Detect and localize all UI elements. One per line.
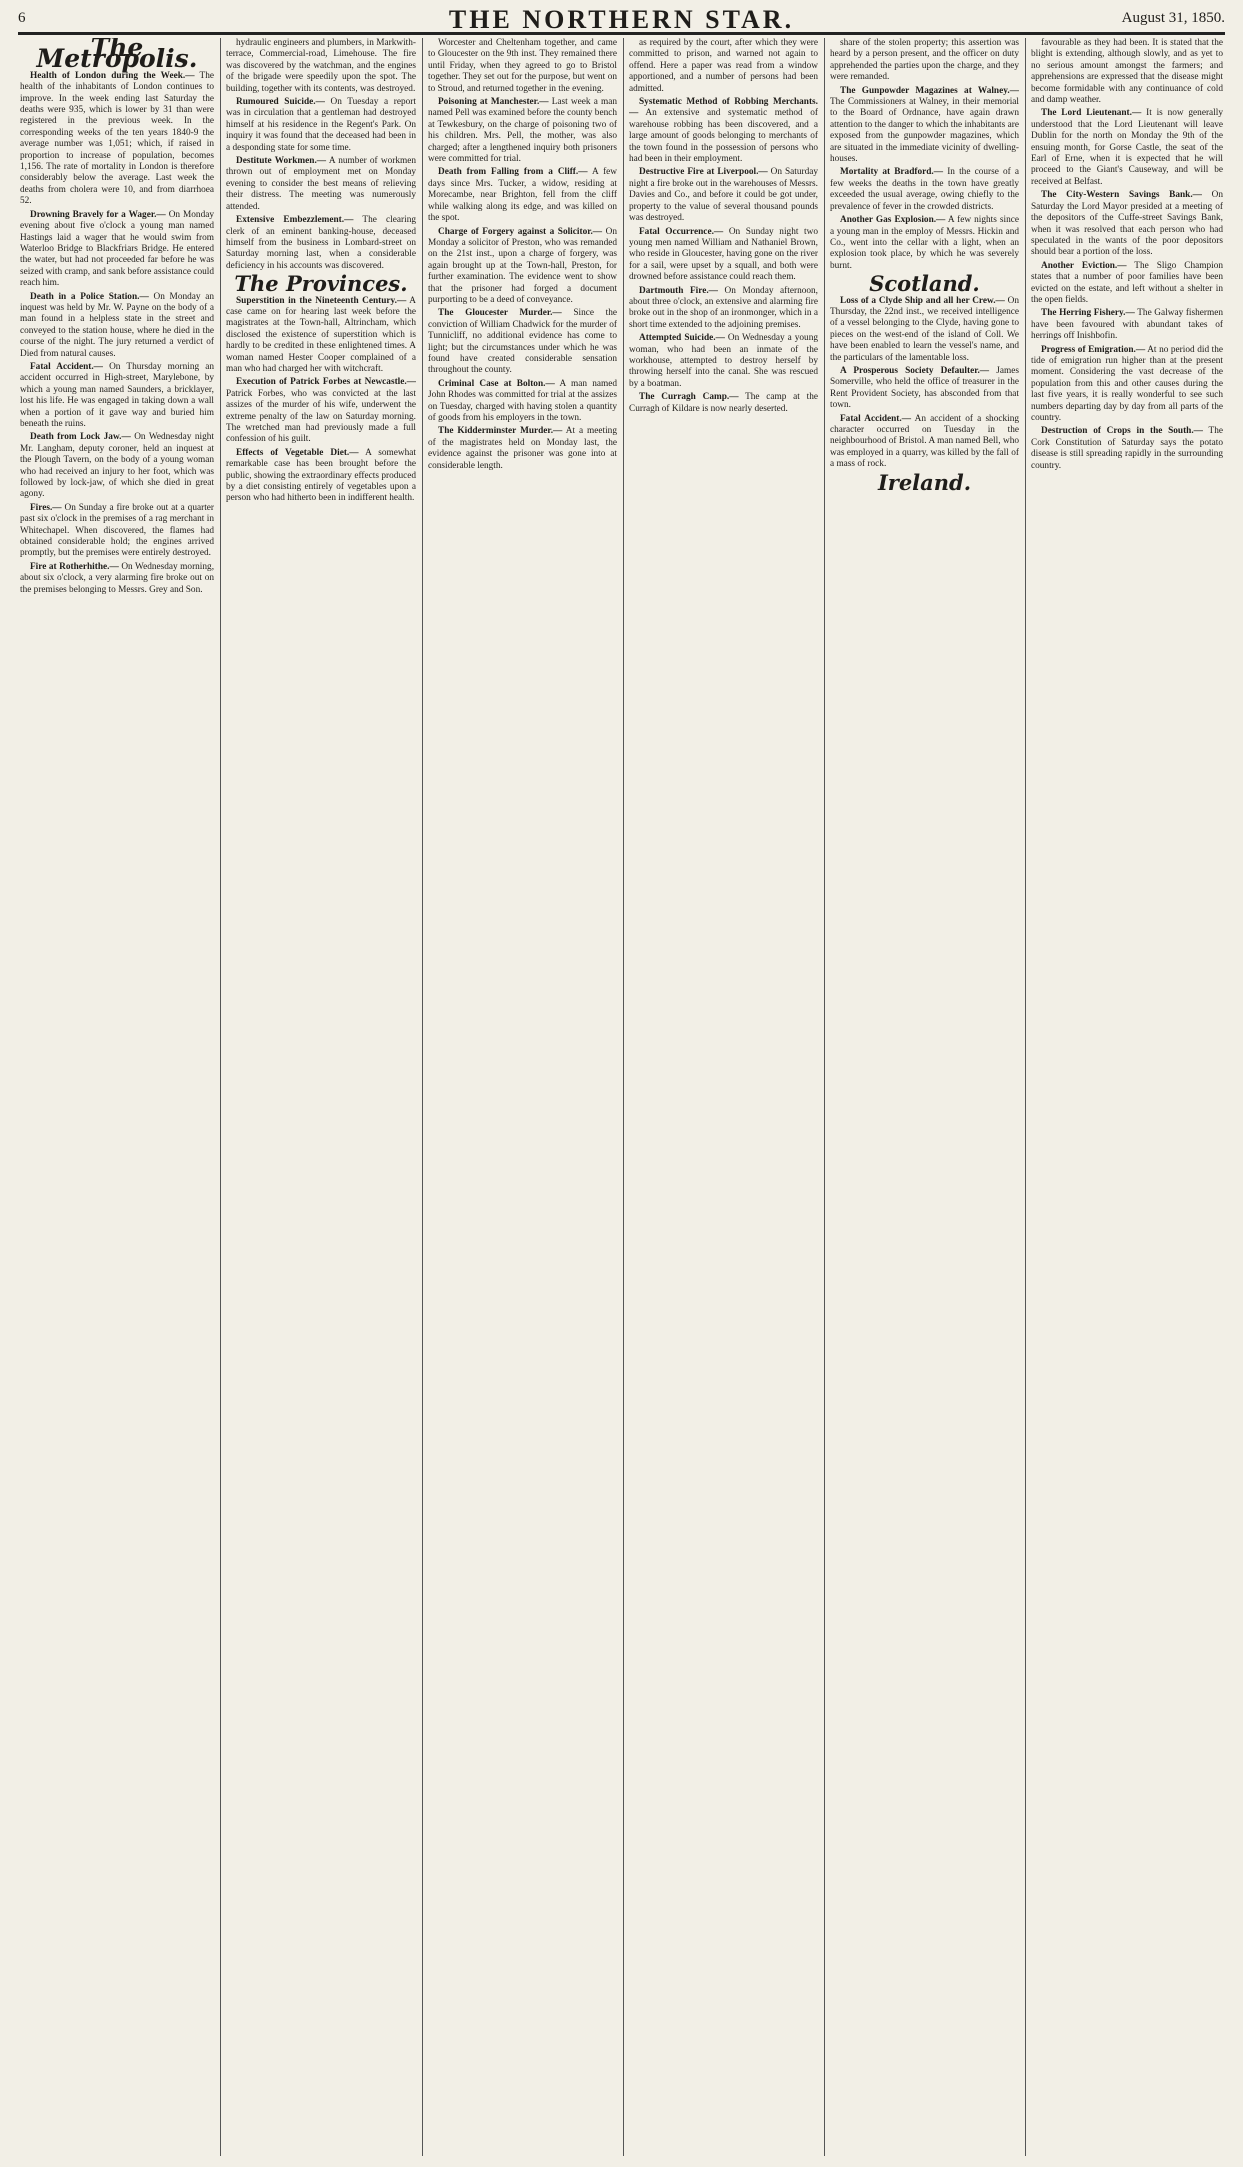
article-headline: Another Gas Explosion.— (840, 215, 946, 226)
article (629, 167, 818, 224)
newspaper-title: THE NORTHERN STAR. (448, 5, 795, 34)
article-body: On Monday evening about five o'clock a young man named Hastings laid a wager that he would swim from Waterloo Bridge to Blackfriars Bridge. He entered the water, but had not proceeded far before he was seized with cramp, and sank before assistance could reach him. (20, 209, 214, 289)
article-body: hydraulic engineers and plumbers, in Markwith-terrace, Commercial-road, Limehouse. The fire was discovered by the watchman, and the engines of the brigade were speedily upon the spot. The building, together with its contents, was destroyed. (226, 38, 416, 94)
article-headline: Mortality at Bradford.— (840, 167, 944, 178)
article (830, 38, 1019, 84)
article-headline: Fires.— (30, 502, 62, 513)
article (629, 392, 818, 415)
article (226, 97, 416, 154)
column-6 (1031, 38, 1223, 2156)
article (428, 167, 617, 224)
article-body: On Wednesday a young woman, who had been an inmate of the workhouse, attempted to destroy herself by throwing herself into the canal. She was rescued by a boatman. (629, 333, 818, 389)
article-body: An extensive and systematic method of warehouse robbing has been discovered, and a large amount of goods belonging to merchants of the town found in the possession of persons who had been in their employment. (629, 108, 818, 165)
article-body: as required by the court, after which they were committed to prison, and warned not again to offend. Here a paper was read from a window apportioned, and a number of persons had been admitted. (629, 38, 818, 94)
article-headline: Attempted Suicide.— (639, 333, 725, 344)
article-body: On Saturday night a fire broke out in the warehouses of Messrs. Davies and Co., and before it could be got under, property to the value of several thousand pounds was destroyed. (629, 167, 818, 224)
article-headline: Death from Lock Jaw.— (30, 432, 131, 443)
article-body: The Commissioners at Walney, in their memorial to the Board of Ordnance, have again drawn attention to the danger to which the inhabitants are exposed from the gunpowder magazines, which are situated in the immediate vicinity of dwelling-houses. (830, 97, 1019, 165)
article-body: It is now generally understood that the Lord Lieutenant will leave Dublin for the north on Monday the 9th of the ensuing month, for Gorse Castle, the seat of the Earl of Erne, when it is expected that he will proceed to the Giant's Causeway, and will be received at Belfast. (1031, 108, 1223, 187)
article-body: A man named John Rhodes was committed for trial at the assizes on Tuesday, charged with having stolen a quantity of goods from his employers in the town. (428, 378, 617, 423)
article (830, 167, 1019, 213)
article-headline: The Kidderminster Murder.— (438, 426, 563, 437)
article (428, 379, 617, 425)
article-body: Patrick Forbes, who was convicted at the last assizes of the murder of his wife, underwent the extreme penalty of the law on Saturday morning. The wretched man had previously made a full confession of his guilt. (226, 388, 416, 445)
article (1031, 261, 1223, 307)
article (20, 362, 214, 430)
article-headline: Superstition in the Nineteenth Century.— (236, 295, 407, 306)
article-headline: Fatal Accident.— (30, 361, 103, 372)
article-body: James Somerville, who held the office of treasurer in the Rent Provident Society, has absconded from that town. (830, 365, 1019, 411)
article-body: On Monday a solicitor of Preston, who was remanded on the 21st inst., upon a charge of forgery, was again brought up at the Town-hall, Preston, for further examination. The evidence went to show that the prisoner had forged a document purporting to be a deed of conveyance. (428, 226, 617, 305)
article (629, 286, 818, 332)
article-headline: Execution of Patrick Forbes at Newcastle.— (236, 377, 416, 388)
article-headline: The Curragh Camp.— (639, 392, 739, 403)
article (629, 97, 818, 165)
article (1031, 108, 1223, 188)
article-body: The camp at the Curragh of Kildare is now nearly deserted. (629, 392, 818, 414)
article (428, 426, 617, 472)
article-body: On Saturday the Lord Mayor presided at a meeting of the depositors of the Cuffe-street Savings Bank, when it was resolved that each person who had speculated in the wants of the poor depositors should bear a portion of the loss. (1031, 190, 1223, 258)
article (428, 38, 617, 95)
article (20, 210, 214, 290)
article (629, 227, 818, 284)
article (428, 308, 617, 376)
article-headline: Destitute Workmen.— (236, 156, 327, 167)
article (629, 38, 818, 95)
article (20, 503, 214, 560)
section-head-metropolis: The Metropolis. (36, 38, 198, 74)
article (226, 38, 416, 95)
article-headline: Fatal Accident.— (840, 413, 912, 424)
article-headline: The Lord Lieutenant.— (1041, 108, 1142, 119)
article-headline: Destructive Fire at Liverpool.— (639, 167, 768, 178)
masthead-rule (18, 34, 1225, 35)
article-headline: Effects of Vegetable Diet.— (236, 447, 359, 458)
article-headline: A Prosperous Society Defaulter.— (840, 365, 990, 376)
article (226, 215, 416, 272)
section-head-scotland: Scotland. (869, 271, 980, 297)
article-headline: The City-Western Savings Bank.— (1041, 190, 1202, 201)
article-headline: Extensive Embezzlement.— (236, 215, 354, 226)
article (226, 156, 416, 213)
article (20, 562, 214, 596)
column-3 (428, 38, 617, 2156)
article-headline: Death in a Police Station.— (30, 291, 149, 302)
article-headline: Destruction of Crops in the South.— (1041, 426, 1203, 437)
article-body: On Wednesday night Mr. Langham, deputy coroner, held an inquest at the Plough Tavern, on the body of a young woman who had received an injury to her foot, which was followed by lock-jaw, of which she died in great agony. (20, 432, 214, 500)
article (20, 292, 214, 360)
article (830, 366, 1019, 412)
article-body: A few nights since a young man in the employ of Messrs. Hickin and Co., went into the cellar with a light, when an explosion took place, by which he was severely burnt. (830, 215, 1019, 271)
article-body: The clearing clerk of an eminent banking-house, deceased himself from the business in Lombard-street on Saturday morning last, when a considerable deficiency in his accounts was discovered. (226, 215, 416, 271)
article-body: On Sunday a fire broke out at a quarter past six o'clock in the premises of a rag merchant in Whitechapel. When discovered, the flames had obtained considerable hold; the engines arrived promptly, but the premises were entirely destroyed. (20, 502, 214, 559)
article-headline: The Gloucester Murder.— (438, 308, 562, 319)
article (830, 414, 1019, 471)
article-headline: Rumoured Suicide.— (236, 97, 325, 108)
column-2 (226, 38, 416, 2156)
article-body: At a meeting of the magistrates held on Monday last, the evidence against the prisoner was gone into at considerable length. (428, 426, 617, 471)
article-body: A number of workmen thrown out of employment met on Monday evening to consider the best means of relieving their distress. The meeting was numerously attended. (226, 156, 416, 212)
article (428, 97, 617, 165)
article-body: The Galway fishermen have been favoured with abundant takes of herrings off Inishbofin. (1031, 308, 1223, 342)
article (20, 71, 214, 208)
article-body: On Monday afternoon, about three o'clock, an extensive and alarming fire broke out in the shop of an ironmonger, which in a short time extended to the adjoining premises. (629, 285, 818, 330)
article-body: A somewhat remarkable case has been brought before the public, showing the extraordinary effects produced by a diet consisting entirely of vegetables upon a person who had hitherto been in indifferent health. (226, 447, 416, 504)
article (830, 296, 1019, 364)
article-headline: Death from Falling from a Cliff.— (438, 167, 588, 178)
article-headline: Criminal Case at Bolton.— (438, 378, 555, 389)
section-head-ireland: Ireland. (877, 469, 972, 495)
article (428, 227, 617, 307)
page-number: 6 (18, 10, 26, 26)
article (1031, 345, 1223, 425)
article-body: Since the conviction of William Chadwick for the murder of Tunnicliff, no additional evidence has come to light; but the circumstances under which he was found have created considerable sensation throughout the county. (428, 308, 617, 376)
article-body: The health of the inhabitants of London continues to improve. In the week ending last Saturday the deaths were 935, which is lower by 31 than were registered in the previous week. In the corresponding weeks of the ten years 1840-9 the average number was 1,051; which, if raised in proportion to increase of population, becomes 1,156. The rate of mortality in London is therefore considerably below the average. Last week the deaths from cholera were 10, and from diarrhoea 52. (20, 70, 214, 207)
article-headline: Another Eviction.— (1041, 260, 1127, 271)
article-body: On Sunday night two young men named William and Nathaniel Brown, who reside in Gloucester, having gone on the river for a sail, were upset by a squall, and both were drowned before assistance could reach them. (629, 226, 818, 283)
article (226, 377, 416, 445)
article-headline: The Gunpowder Magazines at Walney.— (840, 85, 1019, 96)
article-headline: The Herring Fishery.— (1041, 308, 1135, 319)
article-headline: Drowning Bravely for a Wager.— (30, 209, 166, 220)
article-body: A case came on for hearing last week before the magistrates at the Town-hall, Altrincham, which disclosed the existence of superstition which is hardly to be credited in these enlightened times. A woman named Hester Cooper complained of a man who had charged her with witchcraft. (226, 295, 416, 374)
article (1031, 190, 1223, 258)
article-body: On Thursday, the 22nd inst., we received intelligence of a vessel belonging to the Clyde, having gone to pieces on the west-end of the island of Coll. We have been enabled to learn the vessel's name, and the particulars of the lamentable loss. (830, 295, 1019, 363)
article-headline: Loss of a Clyde Ship and all her Crew.— (840, 295, 1005, 306)
article-headline: Poisoning at Manchester.— (438, 97, 549, 108)
article-body: On Wednesday morning, about six o'clock, a very alarming fire broke out on the premises belonging to Messrs. Grey and Son. (20, 561, 214, 595)
article (830, 215, 1019, 272)
issue-date: August 31, 1850. (1121, 10, 1225, 26)
column-divider (220, 38, 221, 2156)
column-1 (20, 38, 214, 2156)
article (226, 296, 416, 376)
column-4 (629, 38, 818, 2156)
article-body: An accident of a shocking character occurred on Tuesday in the neighbourhood of Bristol. A man named Bell, who was employed in a quarry, was killed by the fall of a mass of rock. (830, 413, 1019, 470)
article-headline: Dartmouth Fire.— (639, 285, 718, 296)
article-headline: Fatal Occurrence.— (639, 226, 724, 237)
article (20, 432, 214, 500)
masthead (18, 4, 1225, 34)
section-head-provinces: The Provinces. (234, 271, 408, 297)
article-body: In the course of a few weeks the deaths in the town have greatly exceeded the usual average, owing chiefly to the prevalence of fever in the crowded districts. (830, 167, 1019, 212)
column-divider (1025, 38, 1026, 2156)
article-body: Last week a man named Pell was examined before the county bench at Tewkesbury, on the charge of poisoning two of his children. Mrs. Pell, the mother, was also charged; after a lengthened inquiry both prisoners were committed for trial. (428, 97, 617, 165)
article-body: The Sligo Champion states that a number of poor families have been evicted on the estate, and left without a shelter in the open fields. (1031, 260, 1223, 305)
article-body: On Thursday morning an accident occurred in High-street, Marylebone, by which a young man named Saunders, a bricklayer, lost his life. He was engaged in taking down a wall when a portion of it gave way and buried him beneath the ruins. (20, 361, 214, 429)
article-body: On Monday an inquest was held by Mr. W. Payne on the body of a man found in a helpless state in the street and conveyed to the station house, where he died in the course of the night. The jury returned a verdict of Died from natural causes. (20, 291, 214, 359)
column-divider (623, 38, 624, 2156)
article (629, 333, 818, 390)
column-5 (830, 38, 1019, 2156)
article (1031, 426, 1223, 472)
article (1031, 308, 1223, 342)
article-headline: Charge of Forgery against a Solicitor.— (438, 226, 603, 237)
article (830, 86, 1019, 166)
article-body: The Cork Constitution of Saturday says the potato disease is still spreading rapidly in the surrounding country. (1031, 426, 1223, 471)
article-body: A few days since Mrs. Tucker, a widow, residing at Morecambe, near Brighton, fell from the cliff while walking along its edge, and was killed on the spot. (428, 167, 617, 224)
article-headline: Systematic Method of Robbing Merchants.— (629, 97, 818, 119)
column-divider (824, 38, 825, 2156)
article-body: Worcester and Cheltenham together, and came to Gloucester on the 9th inst. They remained there until Friday, when they agreed to go to Bristol together. They set out for the purpose, but went on to Stroud, and returned together in the evening. (428, 38, 617, 94)
article-body: On Tuesday a report was in circulation that a gentleman had destroyed himself at his residence in the Regent's Park. On inquiry it was found that the deceased had been in a desponding state for some time. (226, 97, 416, 153)
article-body: share of the stolen property; this assertion was heard by a person present, and the officer on duty apprehended the parties upon the charge, and they were remanded. (830, 38, 1019, 83)
article-body: favourable as they had been. It is stated that the blight is extending, although slowly, and as yet to no serious amount amongst the farmers; and apprehensions are expressed that the disease might become formidable with any continuance of cold and damp weather. (1031, 38, 1223, 106)
column-divider (422, 38, 423, 2156)
article-headline: Health of London during the Week.— (30, 70, 195, 81)
article (1031, 38, 1223, 106)
article-headline: Progress of Emigration.— (1041, 344, 1146, 355)
article-body: At no period did the tide of emigration run higher than at the present moment. Considering the vast decrease of the population from this and other causes during the last five years, it is really wonderful to see such numbers departing day by day from all parts of the country. (1031, 344, 1223, 423)
article-headline: Fire at Rotherhithe.— (30, 561, 119, 572)
article (226, 448, 416, 505)
